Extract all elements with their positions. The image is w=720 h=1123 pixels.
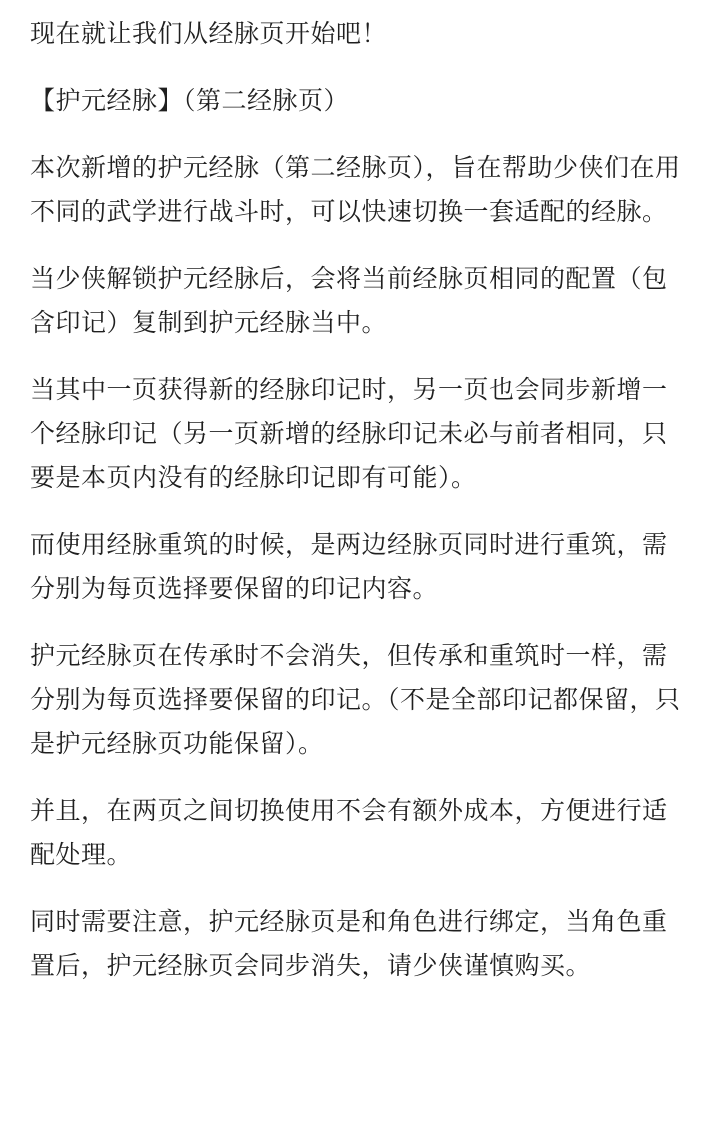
article-body [30, 0, 690, 1011]
paragraph-purpose: 本次新增的护元经脉（第二经脉页），旨在帮助少侠们在用不同的武学进行战斗时，可以快速切换一套适配的经脉。 [30, 153, 681, 226]
paragraph-notice: 同时需要注意，护元经脉页是和角色进行绑定，当角色重置后，护元经脉页会同步消失，请少侠谨慎购买。 [30, 907, 668, 980]
section-heading: 【护元经脉】（第二经脉页） [30, 86, 350, 115]
paragraph-sync-mark: 当其中一页获得新的经脉印记时，另一页也会同步新增一个经脉印记（另一页新增的经脉印记未必与前者相同，只要是本页内没有的经脉印记即有可能）。 [30, 375, 668, 492]
paragraph-unlock: 当少侠解锁护元经脉后，会将当前经脉页相同的配置（包含印记）复制到护元经脉当中。 [30, 264, 668, 337]
paragraph-inherit: 护元经脉页在传承时不会消失，但传承和重筑时一样，需分别为每页选择要保留的印记。（不是全部印记都保留，只是护元经脉页功能保留）。 [30, 641, 681, 758]
paragraph-switch: 并且，在两页之间切换使用不会有额外成本，方便进行适配处理。 [30, 796, 668, 869]
intro-paragraph: 现在就让我们从经脉页开始吧！ [30, 19, 388, 48]
paragraph-rebuild: 而使用经脉重筑的时候，是两边经脉页同时进行重筑，需分别为每页选择要保留的印记内容。 [30, 530, 668, 603]
